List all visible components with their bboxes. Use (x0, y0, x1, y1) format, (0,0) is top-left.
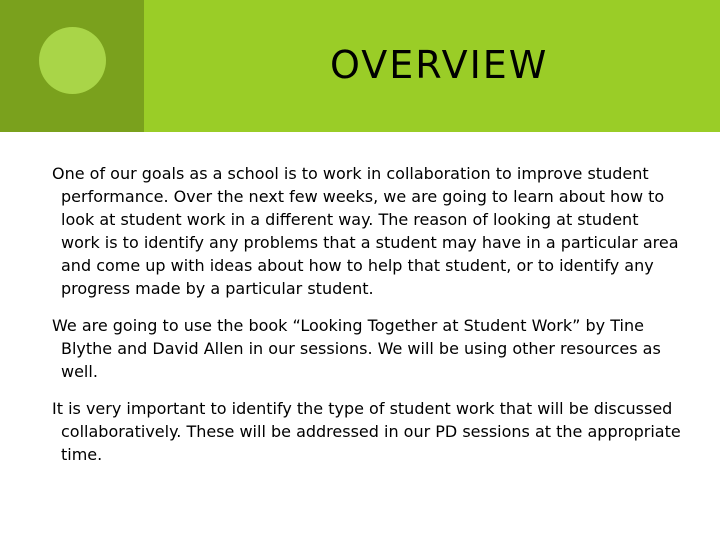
paragraph-student-work: It is very important to identify the type of student work that will be discussed collaboratively. These will be addressed in our PD sessions at the appropriate time. (52, 399, 681, 464)
slide-title: OVERVIEW (330, 43, 549, 87)
slide-body (52, 162, 682, 480)
paragraph-goals: One of our goals as a school is to work in collaboration to improve student performance. Over the next few weeks, we are going to learn about how to look at student work in a different way. The reason of looking at student work is to identify any problems that a student may have in a particular area and come up with ideas about how to help that student, or to identify any progress made by a particular student. (52, 164, 679, 298)
decorative-circle (39, 27, 106, 94)
paragraph-book: We are going to use the book “Looking Together at Student Work” by Tine Blythe and David Allen in our sessions. We will be using other resources as well. (52, 316, 661, 381)
